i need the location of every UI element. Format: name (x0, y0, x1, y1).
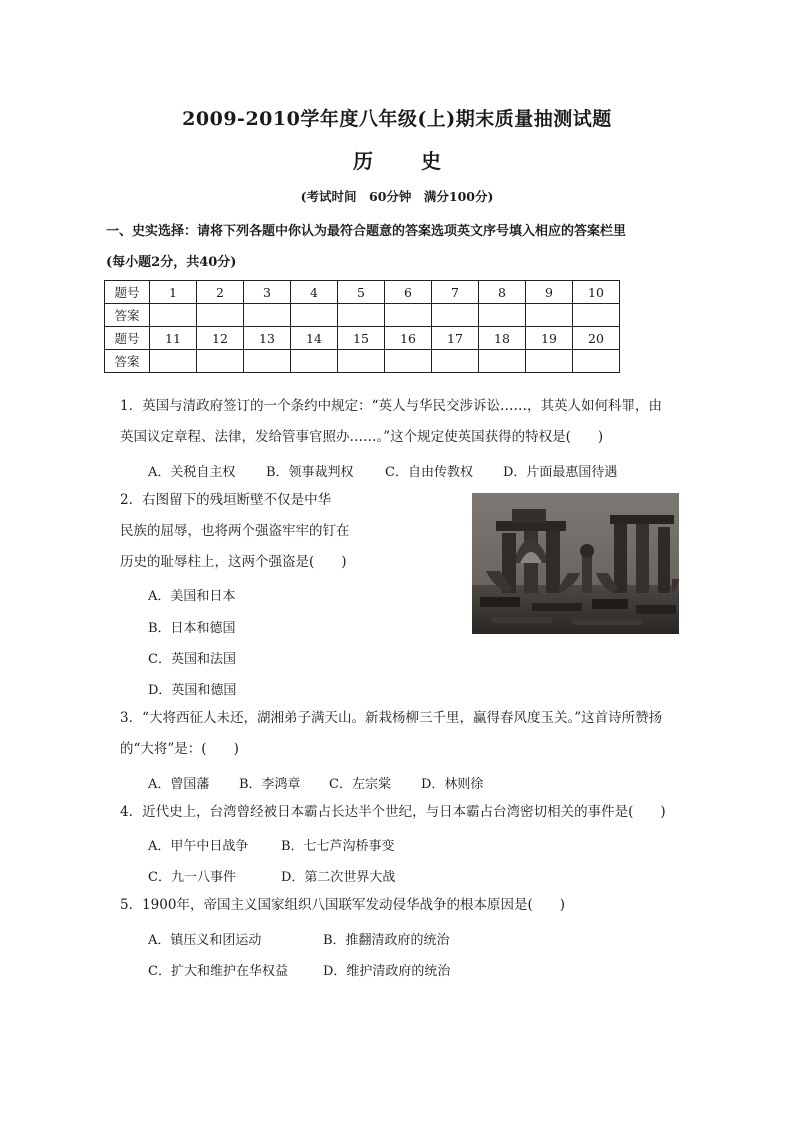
question-1-option-c: C．自由传教权 (385, 465, 473, 480)
answer-cell[interactable] (385, 350, 432, 373)
section-instruction-line2: (每小题2分，共40分) (106, 255, 237, 270)
question-2-option-a: A．美国和日本 (148, 589, 236, 604)
question-2-option-b: B．日本和德国 (148, 621, 236, 636)
question-3-option-c: C．左宗棠 (329, 777, 391, 792)
question-number-cell: 17 (432, 327, 479, 350)
question-4-option-b: B．七七芦沟桥事变 (281, 839, 395, 854)
question-number-cell: 5 (338, 281, 385, 304)
question-number-cell: 3 (244, 281, 291, 304)
answer-cell[interactable] (526, 304, 573, 327)
question-1-line-1: 1．英国与清政府签订的一个条约中规定：“英人与华民交涉诉讼……，其英人如何科罪，由 (120, 398, 662, 414)
question-3-option-a: A．曾国藩 (148, 777, 210, 792)
question-2-line-3: 历史的耻辱柱上，这两个强盗是( ) (120, 554, 347, 570)
question-number-cell: 14 (291, 327, 338, 350)
question-number-cell: 11 (150, 327, 197, 350)
question-5-option-d: D．维护清政府的统治 (323, 964, 451, 979)
question-number-cell: 16 (385, 327, 432, 350)
question-number-cell: 19 (526, 327, 573, 350)
answer-cell[interactable] (385, 304, 432, 327)
answer-cell[interactable] (432, 304, 479, 327)
ruins-photo (472, 493, 679, 634)
table-row (105, 350, 620, 373)
section-instruction-line1: 一、史实选择：请将下列各题中你认为最符合题意的答案选项英文序号填入相应的答案栏里 (106, 224, 627, 239)
exam-info: (考试时间 60分钟 满分100分) (300, 189, 494, 204)
question-1-line-2: 英国议定章程、法律，发给管事官照办……。”这个规定使英国获得的特权是( ) (120, 429, 604, 445)
answer-cell[interactable] (479, 350, 526, 373)
question-2-option-d: D．英国和德国 (148, 683, 237, 698)
answer-table (104, 280, 620, 373)
question-number-cell: 4 (291, 281, 338, 304)
question-number-cell: 6 (385, 281, 432, 304)
question-3-line-2: 的“大将”是：( ) (120, 741, 239, 757)
answer-cell[interactable] (244, 350, 291, 373)
answer-cell[interactable] (526, 350, 573, 373)
answer-label: 答案 (105, 304, 150, 327)
question-5-option-c: C．扩大和维护在华权益 (148, 964, 288, 979)
question-number-cell: 10 (573, 281, 620, 304)
exam-title: 2009-2010学年度八年级(上)期末质量抽测试题 (182, 108, 612, 130)
question-number-cell: 12 (197, 327, 244, 350)
answer-cell[interactable] (197, 350, 244, 373)
question-4-option-a: A．甲午中日战争 (148, 839, 249, 854)
question-2-option-c: C．英国和法国 (148, 652, 236, 667)
question-3-line-1: 3．“大将西征人未还，湖湘弟子满天山。新栽杨柳三千里，赢得春风度玉关。”这首诗所赞扬 (120, 710, 663, 726)
table-row (105, 304, 620, 327)
answer-cell[interactable] (150, 350, 197, 373)
answer-cell[interactable] (573, 350, 620, 373)
question-5-line-1: 5．1900年，帝国主义国家组织八国联军发动侵华战争的根本原因是( ) (120, 897, 565, 913)
question-5-option-a: A．镇压义和团运动 (148, 933, 262, 948)
question-number-cell: 8 (479, 281, 526, 304)
table-row (105, 327, 620, 350)
section-instruction (106, 216, 706, 278)
question-number-cell: 7 (432, 281, 479, 304)
question-number-label: 题号 (105, 281, 150, 304)
question-number-label: 题号 (105, 327, 150, 350)
question-number-cell: 15 (338, 327, 385, 350)
question-1-option-b: B．领事裁判权 (266, 465, 354, 480)
answer-cell[interactable] (197, 304, 244, 327)
question-number-cell: 2 (197, 281, 244, 304)
question-4-line-1: 4．近代史上，台湾曾经被日本霸占长达半个世纪，与日本霸占台湾密切相关的事件是( ) (120, 804, 666, 820)
question-4-option-c: C．九一八事件 (148, 870, 236, 885)
question-3-option-d: D．林则徐 (421, 777, 484, 792)
table-row (105, 281, 620, 304)
question-2-line-2: 民族的屈辱，也将两个强盗牢牢的钉在 (120, 523, 350, 539)
question-number-cell: 20 (573, 327, 620, 350)
answer-cell[interactable] (338, 304, 385, 327)
ruins-photo-graphic (472, 493, 679, 634)
answer-cell[interactable] (291, 350, 338, 373)
question-number-cell: 13 (244, 327, 291, 350)
question-5-option-b: B．推翻清政府的统治 (323, 933, 450, 948)
question-number-cell: 9 (526, 281, 573, 304)
question-3-option-b: B．李鸿章 (239, 777, 301, 792)
question-number-cell: 1 (150, 281, 197, 304)
answer-cell[interactable] (573, 304, 620, 327)
question-2-line-1: 2．右图留下的残垣断壁不仅是中华 (120, 492, 332, 508)
answer-cell[interactable] (150, 304, 197, 327)
answer-cell[interactable] (291, 304, 338, 327)
question-4-option-d: D．第二次世界大战 (281, 870, 396, 885)
question-1-option-d: D．片面最惠国待遇 (503, 465, 618, 480)
answer-cell[interactable] (479, 304, 526, 327)
question-1-option-a: A．关税自主权 (148, 465, 236, 480)
answer-cell[interactable] (244, 304, 291, 327)
answer-label: 答案 (105, 350, 150, 373)
question-number-cell: 18 (479, 327, 526, 350)
answer-cell[interactable] (432, 350, 479, 373)
answer-cell[interactable] (338, 350, 385, 373)
subject-title: 历 史 (353, 149, 455, 173)
